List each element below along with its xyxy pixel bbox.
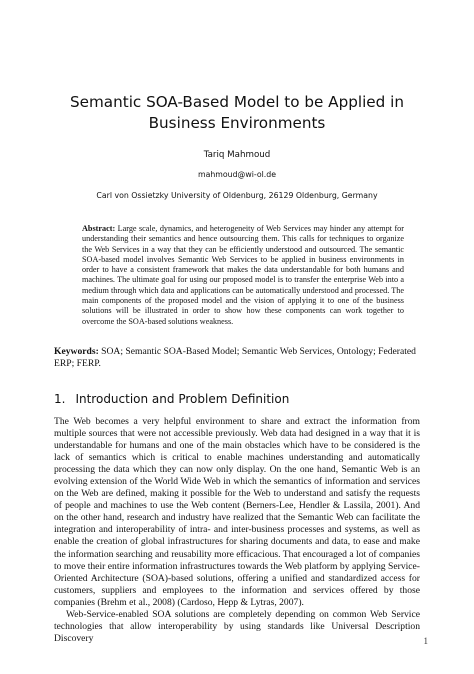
- page-number: 1: [423, 636, 428, 646]
- author-email: mahmoud@wi-ol.de: [197, 170, 277, 179]
- section-body: [54, 416, 420, 645]
- keywords-text: SOA; Semantic SOA-Based Model; Semantic Web Services, Ontology; Federated ERP; FERP.: [54, 346, 416, 369]
- abstract-text: Large scale, dynamics, and heterogeneity of Web Services may hinder any attempt for understanding their semantics and hence outsourcing them. This calls for techniques to organize the Web Services in a way that they can be efficiently understood and outsourced. The semantic SOA-based model involves Semantic Web Services to be applied in business environments in order to have a consistent framework that makes the data understandable for both humans and machines. The ultimate goal for using our proposed model is to transfer the enterprise Web into a medium through which data and applications can be automatically understood and processed. The main components of the proposed model and the vision of applying it to one of the business solutions will be illustrated in order to show how these components can work together to overcome the SOA-based solutions weakness.: [82, 224, 404, 326]
- abstract: [82, 224, 404, 327]
- author-name: Tariq Mahmoud: [203, 150, 271, 160]
- keywords: [54, 346, 428, 370]
- body-paragraph: Web-Service-enabled SOA solutions are completely depending on common Web Service technologies that allow interoperability by using standards like Universal Description Discovery: [54, 608, 420, 644]
- keywords-label: Keywords:: [54, 346, 99, 357]
- author-affiliation: Carl von Ossietzky University of Oldenburg, 26129 Oldenburg, Germany: [96, 191, 378, 200]
- section-title: Introduction and Problem Definition: [75, 392, 290, 406]
- abstract-label: Abstract:: [82, 224, 116, 233]
- section-number: 1.: [54, 392, 66, 406]
- section-heading: [54, 391, 434, 407]
- paper-title: Semantic SOA-Based Model to be Applied in Business Environments: [70, 93, 404, 132]
- body-paragraph: The Web becomes a very helpful environment to share and extract the information from multiple sources that were not accessible previously. Web data had designed in a way that it is understandable for humans and one of the main obstacles which have to be considered is the lack of semantics which is critical to enable machines understanding and automatically processing the data which they can now only display. On the one hand, Semantic Web is an evolving extension of the World Wide Web in which the semantics of information and services on the Web are defined, making it possible for the Web to understand and satisfy the requests of people and machines to use the Web content (Berners-Lee, Hendler & Lassila, 2001). And on the other hand, research and industry have realized that the Semantic Web can facilitate the integration and interoperability of intra- and inter-business processes and systems, as well as enable the creation of global infrastructures for sharing documents and data, to ease and make the information searching and reusability more efficacious. That encouraged a lot of companies to move their entire information infrastructures towards the Web platform by applying Service-Oriented Architecture (SOA)-based solutions, offering a unified and standardized access for customers, suppliers and employees to the information and services offered by those companies (Brehm et al., 2008) (Cardoso, Hepp & Lytras, 2007).: [54, 416, 420, 608]
